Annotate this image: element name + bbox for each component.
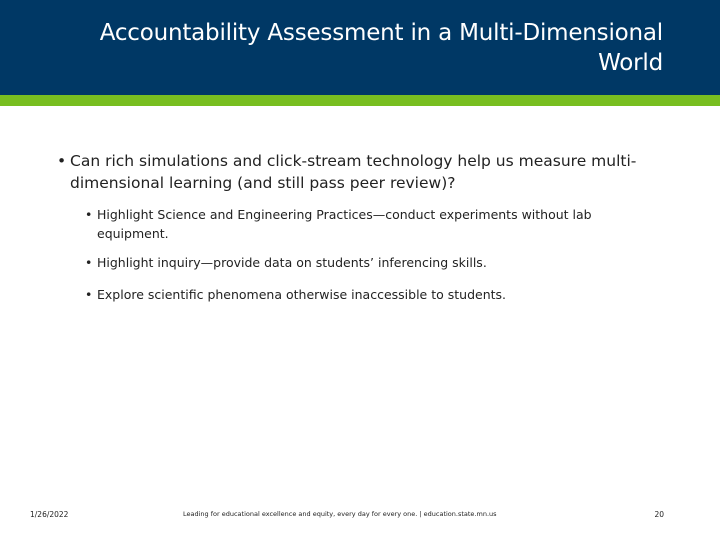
slide-header (0, 0, 720, 95)
footer-tagline: Leading for educational excellence and equity, every day for every one. | education.state.mn.us (183, 510, 497, 518)
bullet-sub-phenomena (85, 285, 645, 304)
bullet-main (57, 150, 657, 194)
bullet-dot: • (85, 287, 93, 302)
accent-bar (0, 95, 720, 106)
footer-date: 1/26/2022 (30, 510, 69, 519)
bullet-sub-inquiry (85, 253, 645, 272)
bullet-dot: • (85, 207, 93, 222)
bullet-main-text: Can rich simulations and click-stream technology help us measure multi-dimensional learning (and still pass peer review)? (70, 152, 637, 192)
bullet-sub-phenomena-text: Explore scientific phenomena otherwise inaccessible to students. (97, 287, 507, 302)
bullet-dot: • (85, 255, 93, 270)
bullet-sub-practices-text: Highlight Science and Engineering Practices—conduct experiments without lab equipment. (97, 207, 592, 241)
page-number: 20 (654, 510, 664, 519)
bullet-sub-practices (85, 205, 645, 243)
bullet-sub-inquiry-text: Highlight inquiry—provide data on students’ inferencing skills. (97, 255, 487, 270)
slide-title: Accountability Assessment in a Multi-Dimensional World (99, 20, 663, 76)
bullet-dot: • (57, 152, 67, 170)
